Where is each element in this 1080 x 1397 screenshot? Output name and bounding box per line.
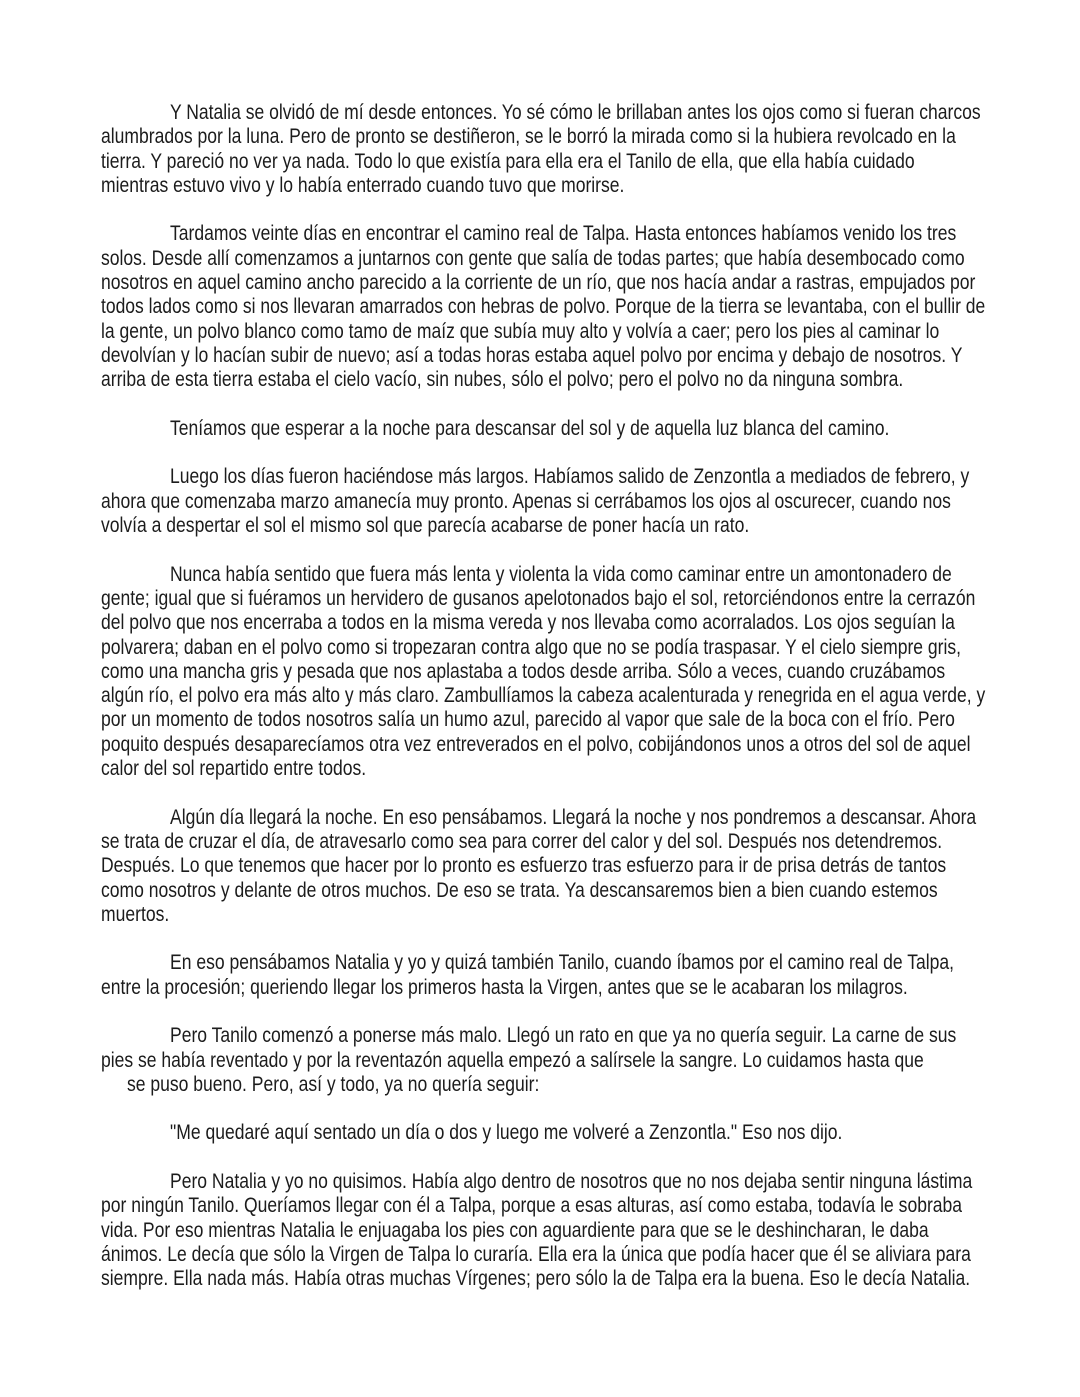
text-line: gente; igual que si fuéramos un hervidero de gusanos apelotonados bajo el sol, retorciéndonos entre la cerrazón bbox=[101, 586, 976, 610]
text-line: calor del sol repartido entre todos. bbox=[101, 757, 367, 781]
text-line: algún río, el polvo era más alto y más claro. Zambullíamos la cabeza acalenturada y renegrida en el agua verde, y bbox=[101, 684, 986, 708]
text-line: siempre. Ella nada más. Había otras muchas Vírgenes; pero sólo la de Talpa era la buena. Eso le decía Natalia. bbox=[101, 1267, 971, 1291]
text-line: la gente, un polvo blanco como tamo de maíz que subía muy alto y volvía a caer; pero los pies al caminar lo bbox=[101, 319, 940, 343]
text-line: solos. Desde allí comenzamos a juntarnos con gente que salía de todas partes; que había desembocado como bbox=[101, 246, 965, 270]
paragraph-4 bbox=[101, 465, 1080, 538]
text-line: por ningún Tanilo. Queríamos llegar con él a Talpa, porque a esas alturas, así como estaba, todavía le sobraba bbox=[101, 1194, 963, 1218]
text-line: todos lados como si nos llevaran amarrados con hebras de polvo. Porque de la tierra se levantaba, con el bullir de bbox=[101, 295, 986, 319]
text-line: pies se había reventado y por la reventazón aquella empezó a salírsele la sangre. Lo cuidamos hasta que bbox=[101, 1048, 924, 1072]
paragraph-10 bbox=[101, 1170, 1080, 1291]
text-line: mientras estuvo vivo y lo había enterrado cuando tuvo que morirse. bbox=[101, 173, 625, 197]
paragraph-2 bbox=[101, 222, 1080, 392]
text-line: Teníamos que esperar a la noche para descansar del sol y de aquella luz blanca del camino. bbox=[170, 416, 890, 440]
text-line: Después. Lo que tenemos que hacer por lo pronto es esfuerzo tras esfuerzo para ir de prisa detrás de tantos bbox=[101, 854, 947, 878]
text-line: por un momento de todos nosotros salía un humo azul, parecido al vapor que sale de la boca con el frío. Pero bbox=[101, 708, 955, 732]
text-line: se puso bueno. Pero, así y todo, ya no quería seguir: bbox=[127, 1072, 540, 1096]
text-line: arriba de esta tierra estaba el cielo vacío, sin nubes, sólo el polvo; pero el polvo no da ninguna sombra. bbox=[101, 368, 904, 392]
text-line: Tardamos veinte días en encontrar el camino real de Talpa. Hasta entonces habíamos venido los tres bbox=[170, 222, 957, 246]
paragraph-9-quote bbox=[101, 1121, 1080, 1145]
text-line: ánimos. Le decía que sólo la Virgen de Talpa lo curaría. Ella era la única que podía hacer que él se aliviara para bbox=[101, 1242, 971, 1266]
paragraph-5 bbox=[101, 563, 1080, 782]
paragraph-3 bbox=[101, 417, 1080, 441]
text-line: tierra. Y pareció no ver ya nada. Todo lo que existía para ella era el Tanilo de ella, que ella había cuidado bbox=[101, 149, 915, 173]
text-line: Nunca había sentido que fuera más lenta y violenta la vida como caminar entre un amontonadero de bbox=[170, 562, 952, 586]
paragraph-7 bbox=[101, 951, 1080, 1000]
text-line: nosotros en aquel camino ancho parecido a la corriente de un río, que nos hacía andar a rastras, empujados por bbox=[101, 271, 976, 295]
text-line: Pero Natalia y yo no quisimos. Había algo dentro de nosotros que no nos dejaba sentir ninguna lástima bbox=[170, 1170, 973, 1194]
paragraph-1 bbox=[101, 101, 1080, 198]
text-line: poquito después desaparecíamos otra vez entreverados en el polvo, cobijándonos unos a otros del sol de aquel bbox=[101, 732, 971, 756]
text-line: muertos. bbox=[101, 902, 170, 926]
text-line: polvarera; daban en el polvo como si tropezaran contra algo que no se podía traspasar. Y el cielo siempre gris, bbox=[101, 635, 962, 659]
text-line: devolvían y lo hacían subir de nuevo; así a todas horas estaba aquel polvo por encima y debajo de nosotros. Y bbox=[101, 343, 963, 367]
text-line: volvía a despertar el sol el mismo sol que parecía acabarse de poner hacía un rato. bbox=[101, 514, 750, 538]
text-line: alumbrados por la luna. Pero de pronto se destiñeron, se le borró la mirada como si la hubiera revolcado en la bbox=[101, 125, 956, 149]
text-line: como nosotros y delante de otros muchos. De eso se trata. Ya descansaremos bien a bien cuando estemos bbox=[101, 878, 938, 902]
paragraph-6 bbox=[101, 806, 1080, 927]
text-line: se trata de cruzar el día, de atravesarlo como sea para correr del calor y del sol. Después nos detendremos. bbox=[101, 829, 943, 853]
text-line: "Me quedaré aquí sentado un día o dos y luego me volveré a Zenzontla." Eso nos dijo. bbox=[170, 1121, 843, 1145]
text-line: Pero Tanilo comenzó a ponerse más malo. Llegó un rato en que ya no quería seguir. La carne de sus bbox=[170, 1024, 957, 1048]
paragraph-8 bbox=[101, 1024, 1080, 1097]
text-line: del polvo que nos encerraba a todos en la misma vereda y nos llevaba como acorralados. Los ojos seguían la bbox=[101, 611, 955, 635]
text-line: Algún día llegará la noche. En eso pensábamos. Llegará la noche y nos pondremos a descansar. Ahora bbox=[170, 805, 977, 829]
text-line: Y Natalia se olvidó de mí desde entonces. Yo sé cómo le brillaban antes los ojos como si fueran charcos bbox=[170, 101, 981, 124]
text-line: como una mancha gris y pesada que nos aplastaba a todos desde arriba. Sólo a veces, cuando cruzábamos bbox=[101, 659, 946, 683]
text-line: entre la procesión; queriendo llegar los primeros hasta la Virgen, antes que se le acabaran los milagros. bbox=[101, 975, 908, 999]
text-line: vida. Por eso mientras Natalia le enjuagaba los pies con aguardiente para que se le deshincharan, le daba bbox=[101, 1218, 929, 1242]
text-line: ahora que comenzaba marzo amanecía muy pronto. Apenas si cerrábamos los ojos al oscurecer, cuando nos bbox=[101, 489, 951, 513]
text-line: En eso pensábamos Natalia y yo y quizá también Tanilo, cuando íbamos por el camino real de Talpa, bbox=[170, 951, 955, 975]
text-line: Luego los días fueron haciéndose más largos. Habíamos salido de Zenzontla a mediados de febrero, y bbox=[170, 465, 970, 489]
